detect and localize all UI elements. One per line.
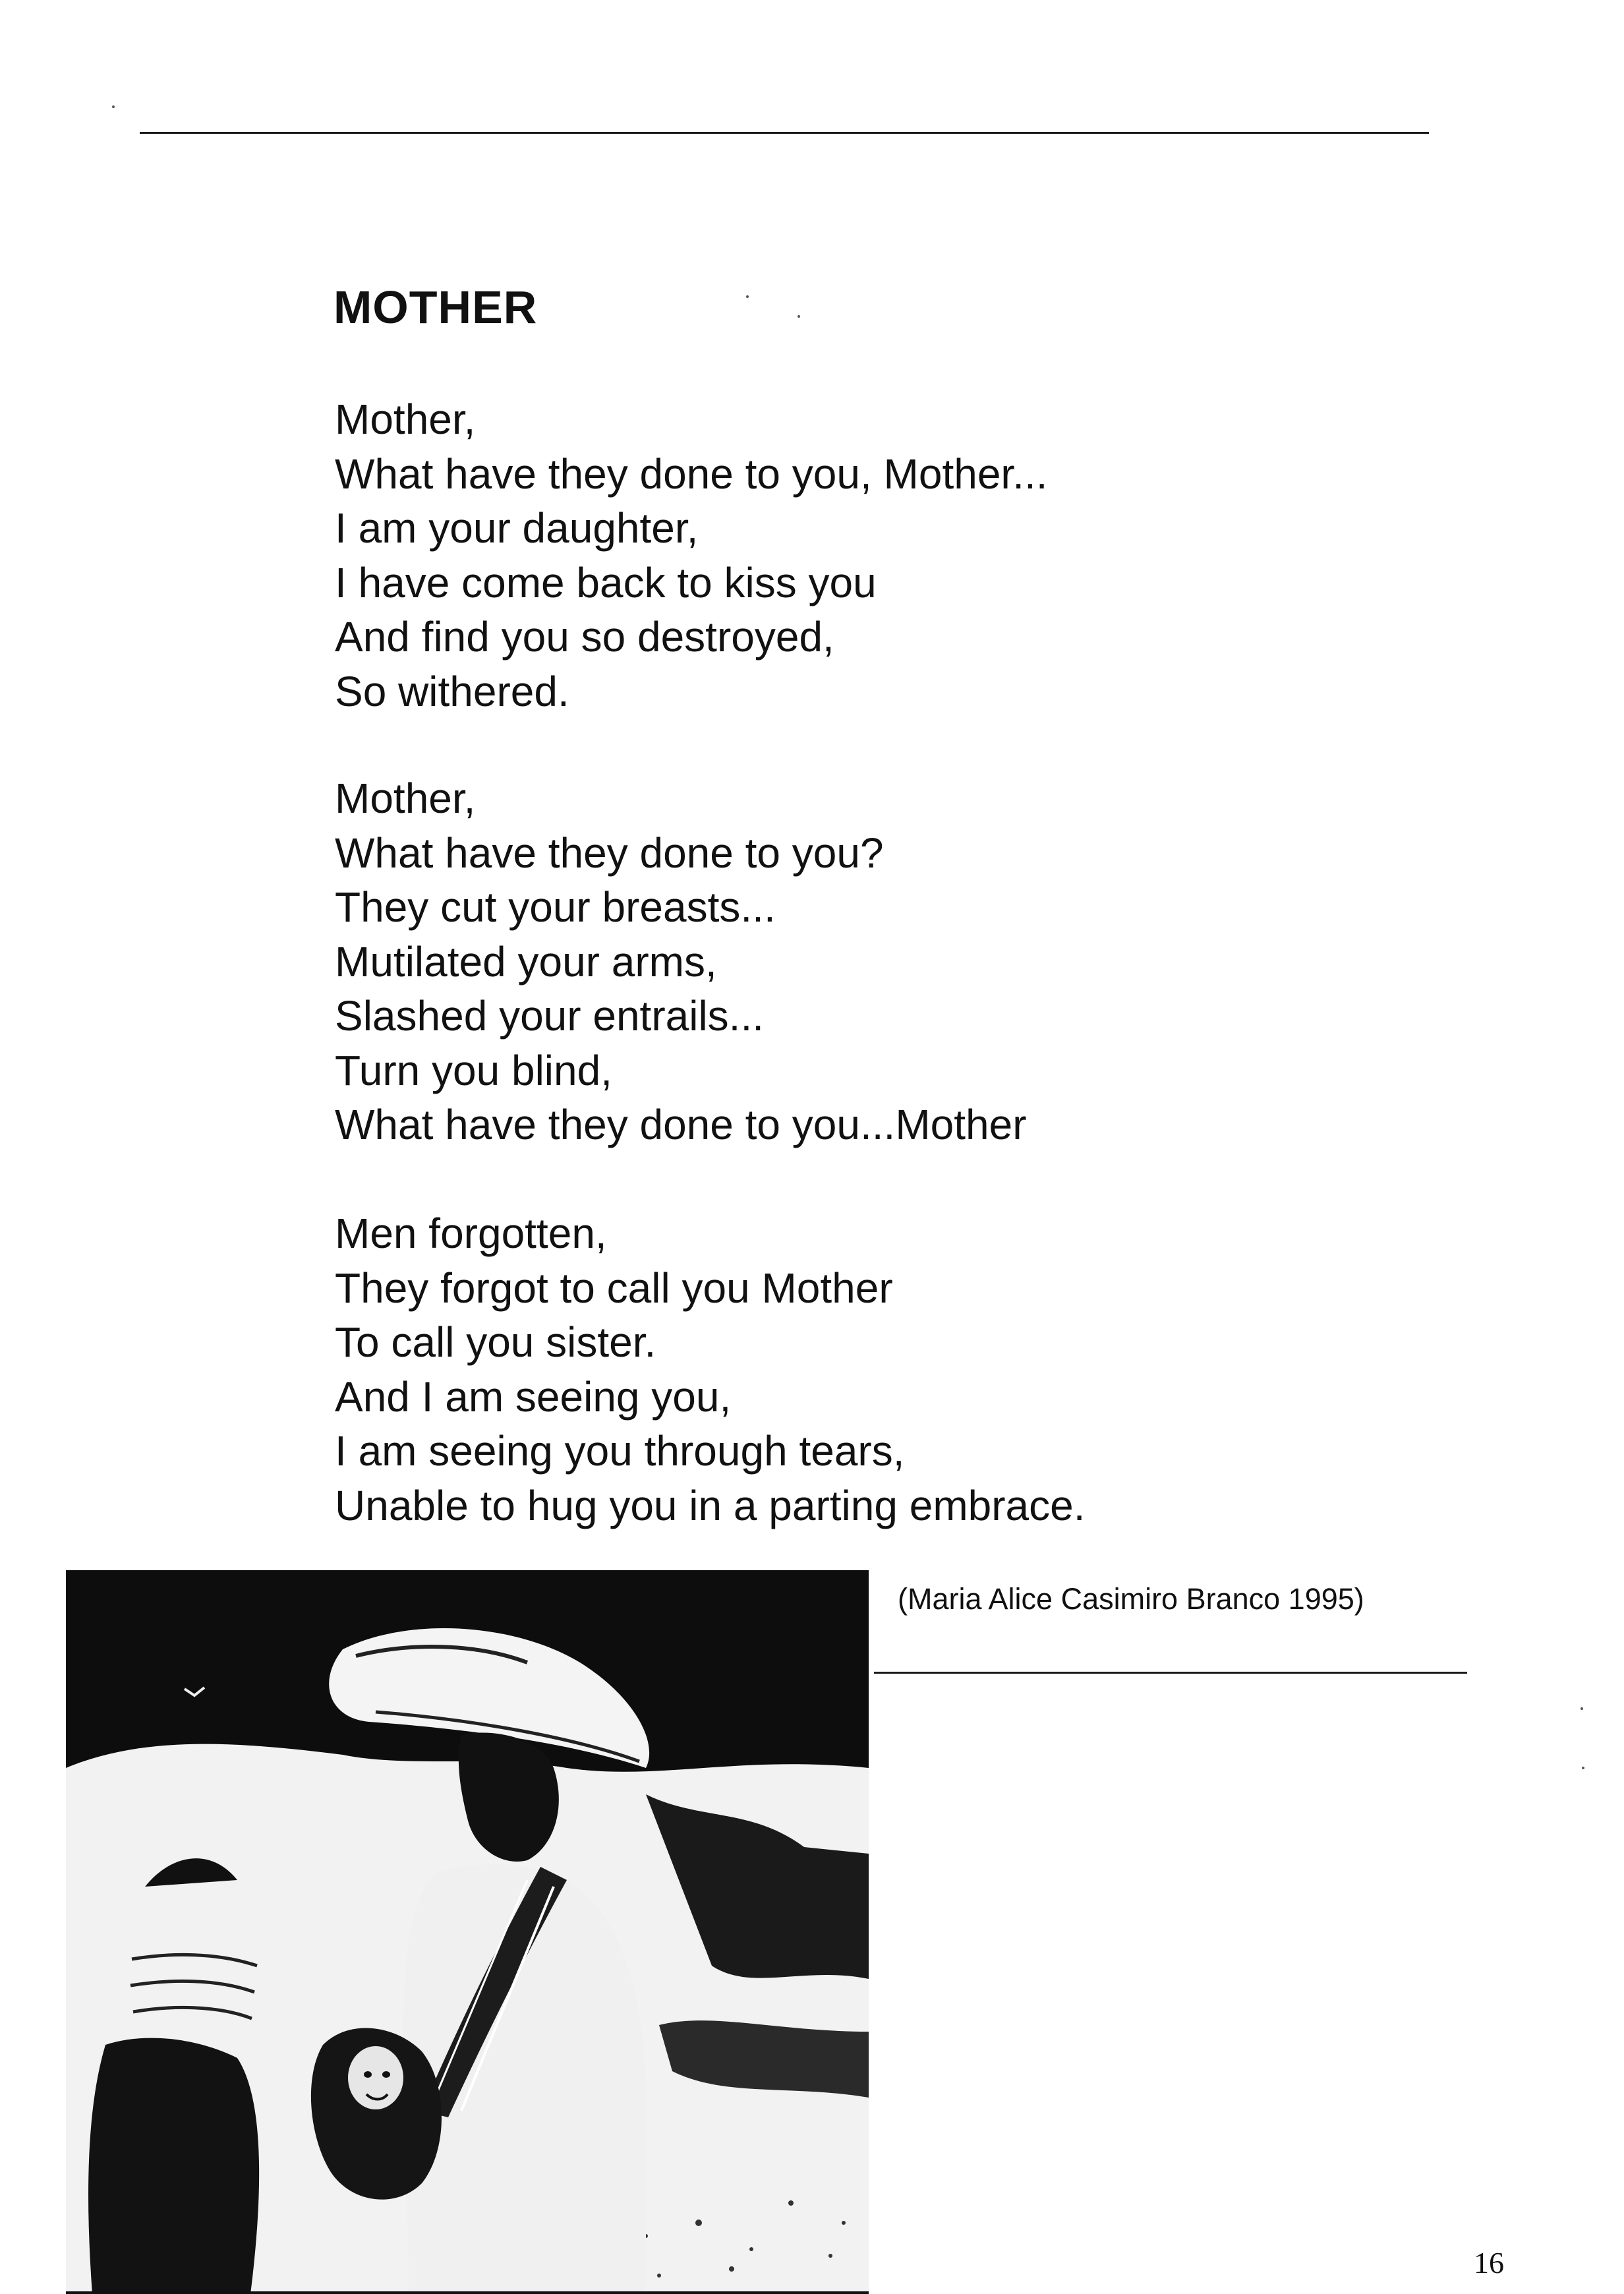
poem-line: Mutilated your arms, — [335, 937, 717, 985]
scan-speck — [746, 295, 749, 298]
poem-line: To call you sister. — [335, 1318, 656, 1366]
poem-line: Mother, — [335, 396, 476, 443]
poem-line: Men forgotten, — [335, 1210, 607, 1257]
poem-line: I am your daughter, — [335, 504, 699, 552]
poem-line: Unable to hug you in a parting embrace. — [335, 1481, 1086, 1529]
scan-speck — [112, 105, 115, 108]
stanza-3 — [335, 1206, 1086, 1533]
poem-line: Slashed your entrails... — [335, 992, 764, 1040]
poem-title: MOTHER — [334, 281, 538, 333]
page-number: 16 — [1474, 2246, 1504, 2279]
top-divider — [140, 132, 1429, 134]
poem-line: And find you so destroyed, — [335, 613, 834, 661]
poem-line: So withered. — [335, 667, 569, 715]
scan-speck — [1582, 1767, 1584, 1769]
stanza-2 — [335, 771, 1027, 1152]
poem-line: Mother, — [335, 775, 476, 822]
scan-speck — [798, 315, 800, 318]
photo-woman-carrying-basket-and-child — [66, 1570, 869, 2294]
poem-line: I am seeing you through tears, — [335, 1427, 905, 1475]
poem-attribution: (Maria Alice Casimiro Branco 1995) — [898, 1582, 1364, 1616]
poem-line: What have they done to you...Mother — [335, 1101, 1027, 1148]
scan-speck — [1580, 1707, 1583, 1710]
poem-line: What have they done to you? — [335, 829, 884, 877]
caption-divider — [874, 1672, 1467, 1674]
poem-line: What have they done to you, Mother... — [335, 450, 1048, 498]
poem-line: Turn you blind, — [335, 1046, 612, 1094]
poem-line: I have come back to kiss you — [335, 558, 877, 606]
poem-line: And I am seeing you, — [335, 1372, 732, 1421]
stanza-1 — [335, 392, 1048, 719]
poem-line: They cut your breasts... — [335, 883, 776, 931]
poem-line: They forgot to call you Mother — [335, 1264, 893, 1312]
